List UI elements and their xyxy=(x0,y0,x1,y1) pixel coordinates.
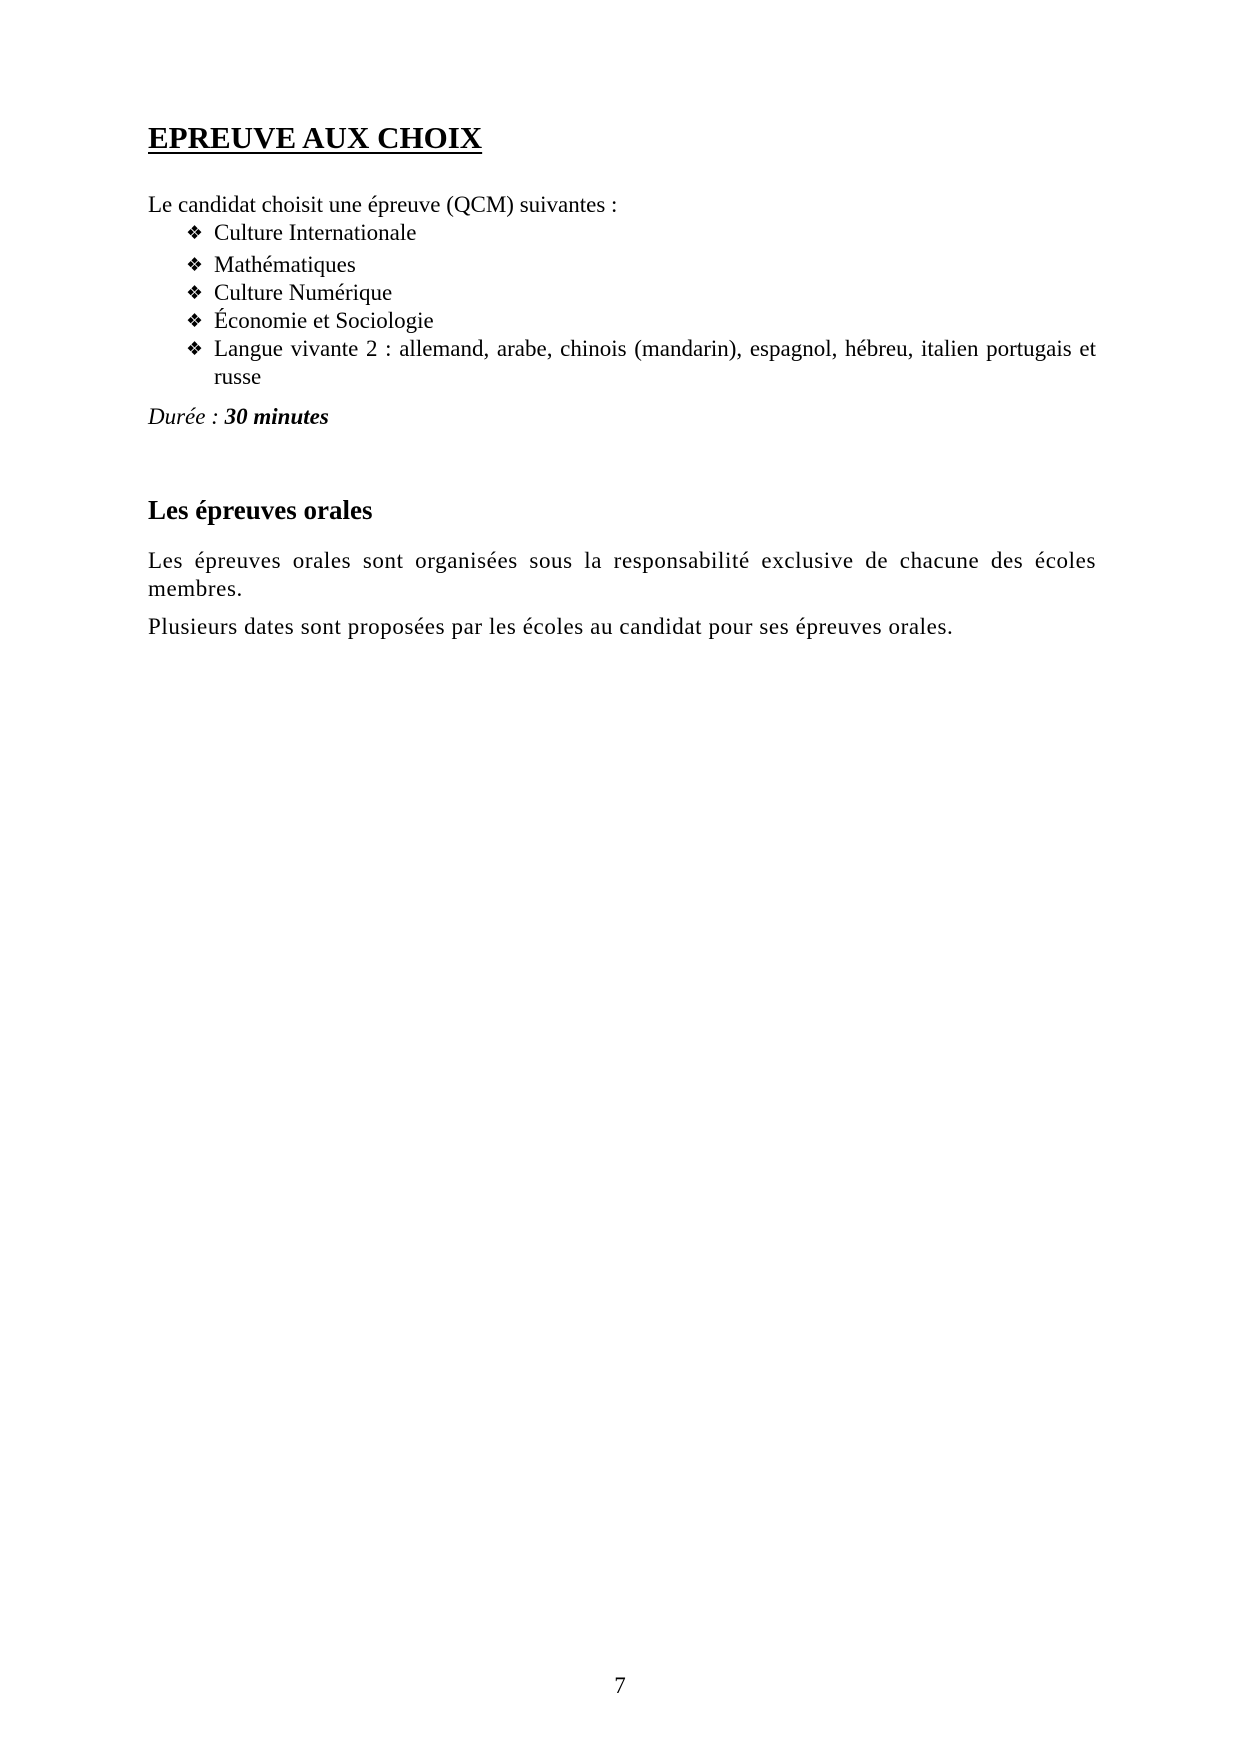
list-item-text: Langue vivante 2 : allemand, arabe, chinois (mandarin), espagnol, hébreu, italien portugais et russe xyxy=(214,336,1096,389)
duration-line xyxy=(148,403,1096,431)
duration-label: Durée : xyxy=(148,404,225,429)
diamond-cross-icon: ❖ xyxy=(186,222,204,244)
list-item-text: Économie et Sociologie xyxy=(214,308,434,333)
diamond-cross-icon: ❖ xyxy=(186,338,204,360)
list-item xyxy=(148,251,1096,279)
diamond-cross-icon: ❖ xyxy=(186,254,204,276)
page-number: 7 xyxy=(614,1673,626,1698)
page-content xyxy=(148,118,1096,651)
list-item-text: Culture Internationale xyxy=(214,220,417,245)
orals-title: Les épreuves orales xyxy=(148,495,373,525)
diamond-cross-icon: ❖ xyxy=(186,282,204,304)
choice-list xyxy=(148,219,1096,391)
duration-value: 30 minutes xyxy=(224,404,329,429)
diamond-cross-icon: ❖ xyxy=(186,310,204,332)
list-item-text: Culture Numérique xyxy=(214,280,393,305)
orals-paragraph: Plusieurs dates sont proposées par les écoles au candidat pour ses épreuves orales. xyxy=(148,614,954,639)
list-item xyxy=(148,335,1096,391)
section-title: EPREUVE AUX CHOIX xyxy=(148,120,483,155)
orals-paragraph: Les épreuves orales sont organisées sous la responsabilité exclusive de chacune des écoles membres. xyxy=(148,548,1096,601)
list-item xyxy=(148,279,1096,307)
intro-text: Le candidat choisit une épreuve (QCM) suivantes : xyxy=(148,192,618,217)
list-item xyxy=(148,219,1096,247)
list-item xyxy=(148,307,1096,335)
list-item-text: Mathématiques xyxy=(214,252,356,277)
